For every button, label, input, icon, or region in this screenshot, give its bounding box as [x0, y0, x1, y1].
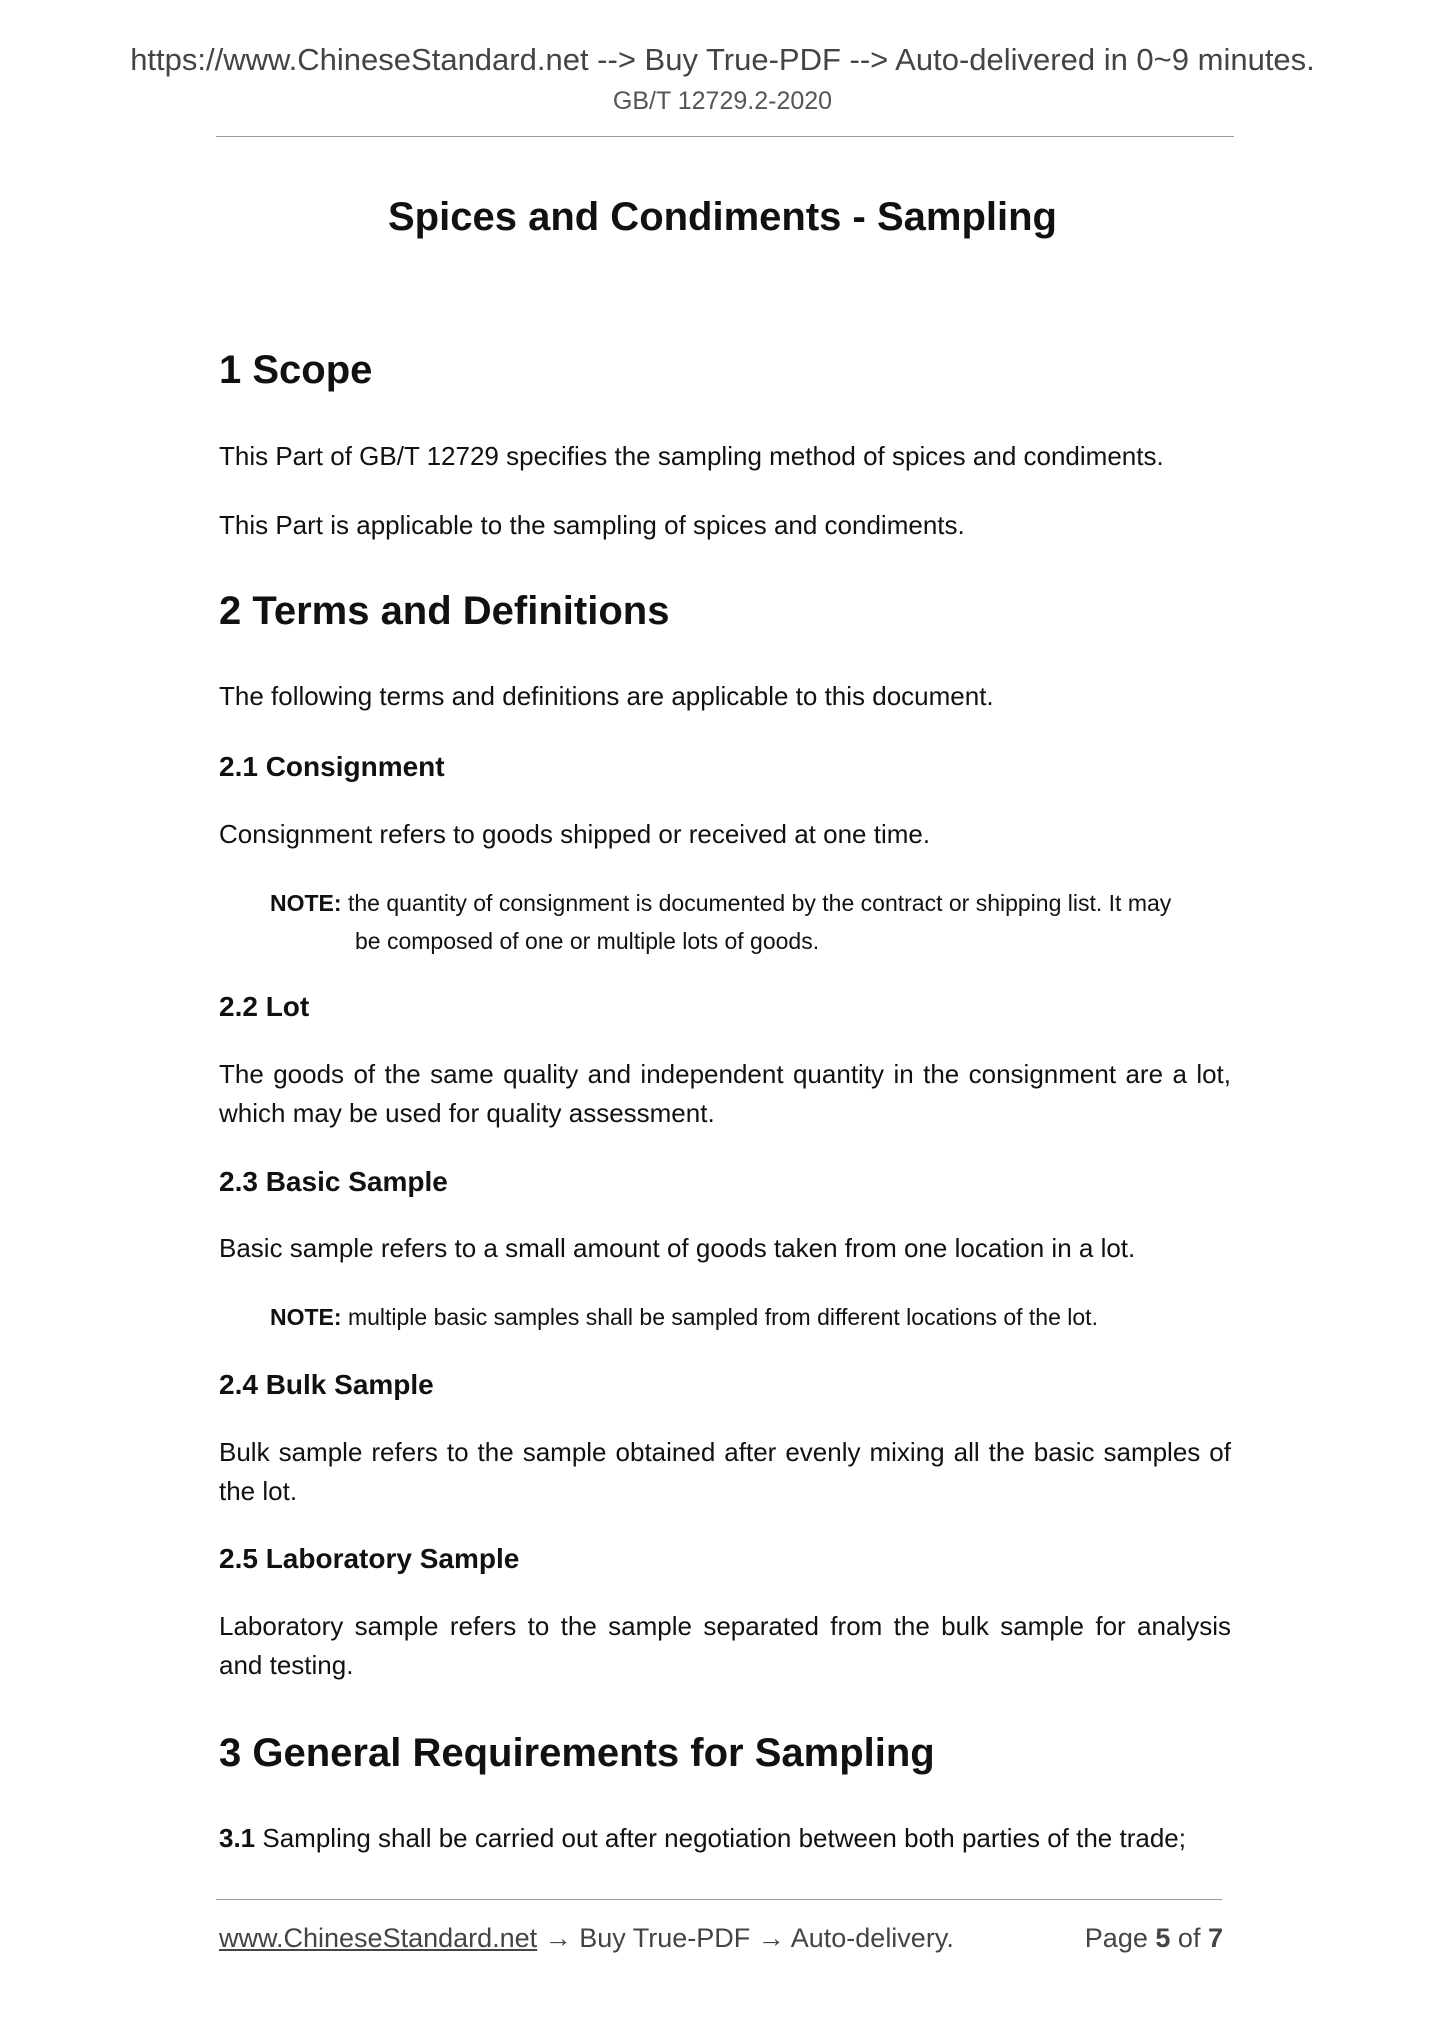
standard-code: GB/T 12729.2-2020	[612, 87, 833, 115]
note-text: the quantity of consignment is documented by the contract or shipping list. It may	[341, 890, 1172, 916]
terms-intro: The following terms and definitions are applicable to this document.	[219, 681, 994, 711]
footer-tagline: → Buy True-PDF → Auto-delivery.	[537, 1923, 954, 1953]
clause-number: 3.1	[219, 1823, 256, 1853]
subheading-laboratory-sample: 2.5 Laboratory Sample	[219, 1543, 520, 1574]
section-heading-terms: 2 Terms and Definitions	[219, 589, 670, 633]
section-heading-general-requirements: 3 General Requirements for Sampling	[219, 1731, 935, 1775]
clause-text: Sampling shall be carried out after negotiation between both parties of the trade;	[255, 1823, 1186, 1853]
consignment-definition: Consignment refers to goods shipped or received at one time.	[219, 819, 931, 849]
subheading-lot: 2.2 Lot	[219, 991, 310, 1022]
document-title: Spices and Condiments - Sampling	[388, 195, 1057, 239]
page-total: 7	[1207, 1923, 1223, 1953]
subheading-basic-sample: 2.3 Basic Sample	[219, 1166, 448, 1197]
general-requirement-3-1	[219, 1819, 1231, 1858]
consignment-note	[270, 884, 1231, 960]
bulk-sample-definition: Bulk sample refers to the sample obtained after evenly mixing all the basic samples of the lot.	[219, 1437, 1231, 1506]
footer-divider	[216, 1899, 1222, 1900]
basic-sample-definition: Basic sample refers to a small amount of goods taken from one location in a lot.	[219, 1233, 1136, 1263]
scope-paragraph-1: This Part of GB/T 12729 specifies the sampling method of spices and condiments.	[219, 441, 1164, 471]
section-heading-scope: 1 Scope	[219, 348, 373, 392]
header-banner: https://www.ChineseStandard.net --> Buy True-PDF --> Auto-delivered in 0~9 minutes.	[130, 42, 1315, 77]
note-label: NOTE:	[270, 890, 342, 916]
page-label: Page	[1084, 1923, 1148, 1953]
lot-definition: The goods of the same quality and independent quantity in the consignment are a lot, which may be used for quality assessment.	[219, 1059, 1231, 1128]
note-text: multiple basic samples shall be sampled from different locations of the lot.	[341, 1304, 1098, 1330]
note-label: NOTE:	[270, 1304, 342, 1330]
note-text-continued: be composed of one or multiple lots of goods.	[355, 928, 820, 954]
page-of: of	[1177, 1923, 1201, 1953]
laboratory-sample-definition: Laboratory sample refers to the sample separated from the bulk sample for analysis and testing.	[219, 1611, 1231, 1680]
subheading-bulk-sample: 2.4 Bulk Sample	[219, 1369, 434, 1400]
footer-site-link[interactable]: www.ChineseStandard.net	[219, 1923, 538, 1953]
page-indicator	[1085, 1918, 1223, 1958]
subheading-consignment: 2.1 Consignment	[219, 751, 445, 782]
page-footer	[219, 1918, 1223, 1958]
scope-paragraph-2: This Part is applicable to the sampling of spices and condiments.	[219, 510, 965, 540]
header-divider	[216, 136, 1234, 137]
basic-sample-note	[270, 1298, 1231, 1336]
page-current: 5	[1155, 1923, 1171, 1953]
